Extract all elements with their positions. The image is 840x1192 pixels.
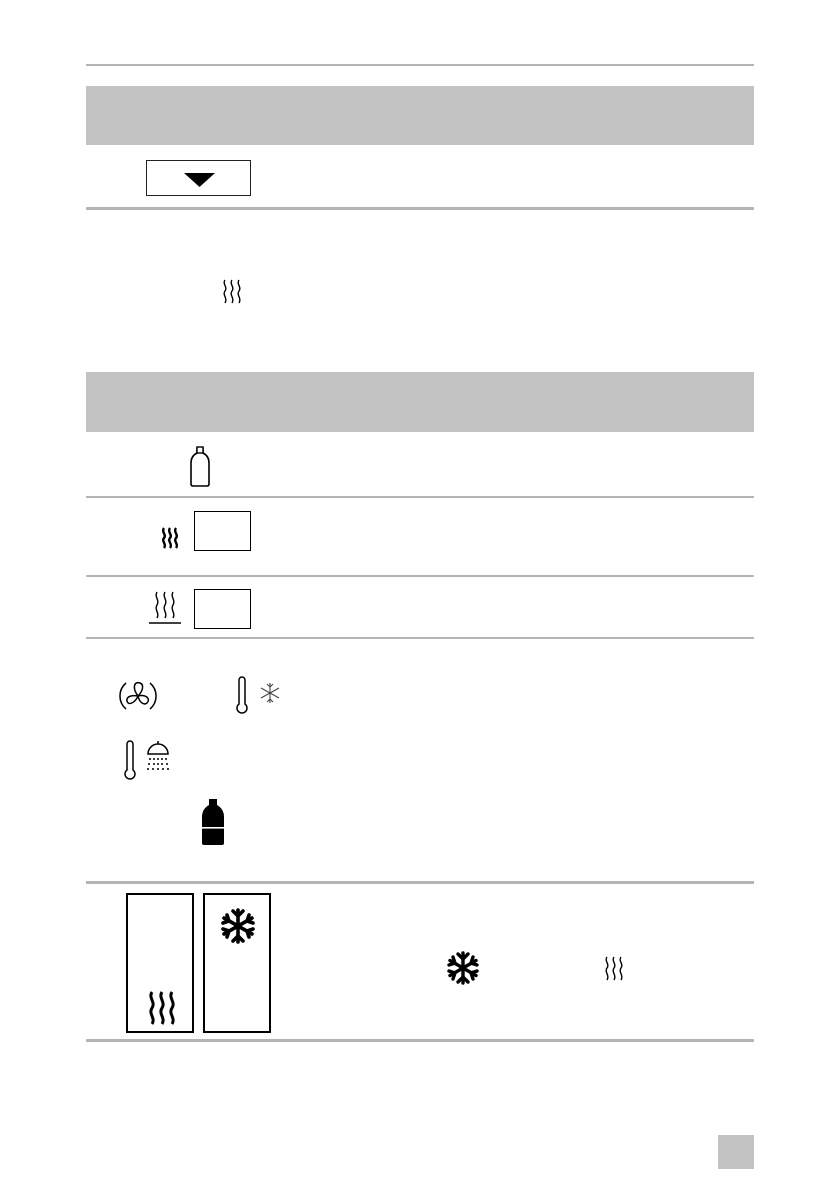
heat-waves-icon [221,278,245,306]
page-number-box [718,1135,754,1169]
section-rule [86,881,754,884]
row-rule [86,496,754,498]
heat-waves-bold-icon [160,527,180,549]
down-arrow-button[interactable] [146,160,251,196]
gas-bottle-outline-icon [188,445,212,487]
section-rule [86,207,754,210]
gas-bottle-filled-icon [200,797,226,847]
snowflake-icon [219,907,257,945]
heat-waves-underline-icon [148,590,182,626]
heater-panel [126,893,194,1033]
section-rule [86,637,754,639]
row-rule [86,575,754,577]
heat-waves-icon [603,955,627,983]
header-band [86,86,754,145]
freezer-panel [203,893,271,1033]
display-box [194,589,251,629]
triangle-down-icon [146,160,251,196]
bottom-rule [86,1039,754,1042]
fan-icon [118,676,158,716]
status-band [86,372,754,432]
thermometer-shower-icon [122,740,172,780]
display-box [194,511,251,551]
thermometer-snowflake-icon [234,676,284,716]
snowflake-icon [445,950,481,986]
top-rule [86,64,754,66]
heat-waves-icon [146,990,178,1026]
